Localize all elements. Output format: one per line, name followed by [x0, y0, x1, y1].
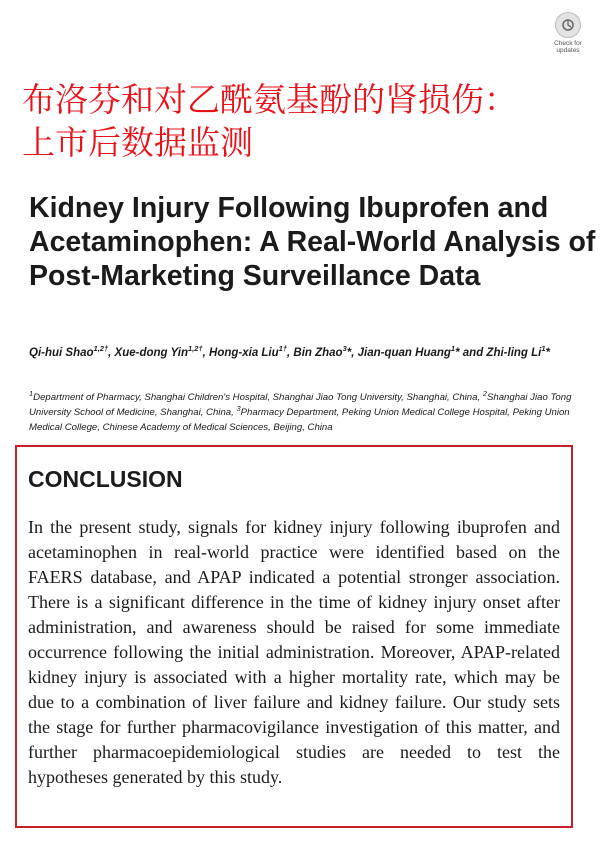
affiliation-text: Shanghai Jiao Tong University School of Medicine, Shanghai, China, — [29, 392, 572, 418]
check-for-updates-label — [554, 40, 582, 54]
affiliation-number: 1 — [29, 388, 34, 398]
affiliations — [29, 390, 594, 435]
corresponding-author-marker: * — [346, 347, 352, 359]
author-name: Zhi-ling Li — [486, 347, 542, 359]
badge-line-2: updates — [556, 47, 580, 54]
corresponding-author-marker: * — [545, 347, 551, 359]
check-for-updates-badge[interactable] — [547, 12, 589, 54]
chinese-title — [22, 78, 608, 164]
author-name: Jian-quan Huang — [357, 347, 451, 359]
author-name: Qi-hui Shao — [29, 347, 94, 359]
author-name: Hong-xia Liu — [209, 347, 279, 359]
affiliation-text: Department of Pharmacy, Shanghai Children's Hospital, Shanghai Jiao Tong University, Shanghai, China, — [33, 392, 483, 403]
affiliation-number: 3 — [236, 403, 241, 413]
author-affiliation-marker: 3 — [342, 344, 347, 354]
author-separator: , — [287, 347, 294, 359]
author-separator: , — [108, 347, 115, 359]
author-affiliation-marker: 1† — [278, 344, 287, 354]
author-affiliation-marker: 1 — [450, 344, 456, 354]
affiliation-number: 2 — [482, 388, 487, 398]
author-affiliation-marker: 1,2† — [188, 344, 203, 354]
check-for-updates-icon — [555, 12, 581, 38]
badge-line-1: Check for — [554, 40, 582, 47]
author-list — [29, 345, 589, 362]
author-separator: , — [202, 347, 210, 359]
author-name: Bin Zhao — [293, 347, 343, 359]
article-title: Kidney Injury Following Ibuprofen and Acetaminophen: A Real-World Analysis of Post-Marketing Surveillance Data — [29, 192, 596, 292]
corresponding-author-marker: * — [455, 347, 460, 359]
author-separator: , — [351, 347, 358, 359]
conclusion-heading: CONCLUSION — [28, 466, 183, 492]
chinese-title-line-1: 布洛芬和对乙酰氨基酚的肾损伤： — [22, 80, 517, 119]
affiliation-text: Pharmacy Department, Peking Union Medical College Hospital, Peking Union Medical College, Chinese Academy of Medical Sciences, Beijing, China — [29, 407, 570, 433]
author-separator: and — [459, 347, 487, 359]
author-affiliation-marker: 1,2† — [93, 344, 109, 354]
author-affiliation-marker: 1 — [541, 344, 546, 354]
chinese-title-line-2: 上市后数据监测 — [22, 123, 253, 162]
author-name: Xue-dong Yin — [114, 347, 189, 359]
conclusion-text: In the present study, signals for kidney injury following ibuprofen and acetaminophen in real-world practice were identified based on the FAERS database, and APAP indicated a potential stronger association. There is a significant difference in the time of kidney injury onset after administration, and awareness should be raised for some immediate occurrence following the initial administration. Moreover, APAP-related kidney injury is associated with a higher mortality rate, which may be due to a combination of liver failure and kidney failure. Our study sets the stage for further pharmacovigilance investigation of this matter, and further pharmacoepidemiological studies are needed to test the hypotheses generated by this study. — [28, 517, 560, 787]
